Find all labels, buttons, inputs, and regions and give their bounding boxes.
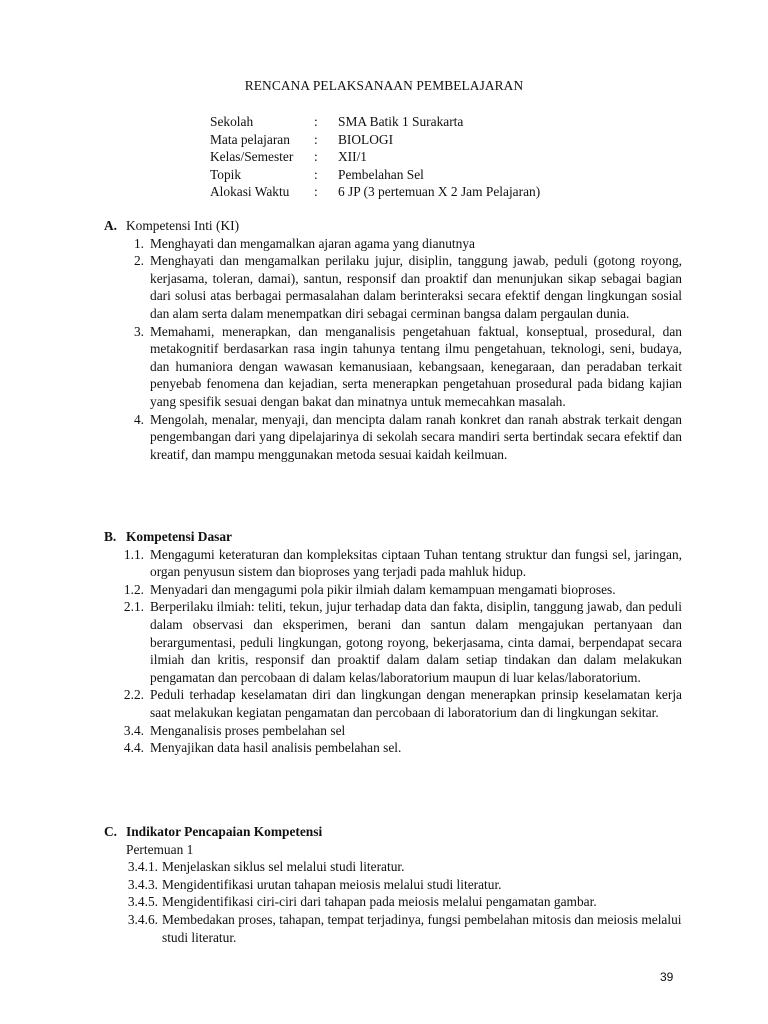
item-text: Berperilaku ilmiah: teliti, tekun, jujur terhadap data dan fakta, disiplin, tanggung jawab, dan peduli dalam observasi dan eksperimen, berani dan santun dalam mengajukan pertanyaan dan berargumentasi, peduli lingkungan, gotong royong, bekerjasama, cinta damai, berpendapat secara ilmiah dan kritis, responsif dan proaktif dalam dalam setiap tindakan dan dalam melakukan pengamatan dan percobaan di dalam kelas/laboratorium maupun di luar kelas/laboratorium. <box>150 599 682 685</box>
subheading-meeting: Pertemuan 1 <box>126 841 194 857</box>
item-number: 4.4. <box>123 740 144 756</box>
info-separator: : <box>314 131 318 147</box>
item-text: Menjelaskan siklus sel melalui studi literatur. <box>162 859 405 875</box>
section-heading <box>104 823 682 841</box>
item-number: 4. <box>133 411 144 427</box>
item-text: Mengidentifikasi ciri-ciri dari tahapan pada meiosis melalui pengamatan gambar. <box>162 894 597 910</box>
list-item <box>104 686 682 721</box>
info-row-topic <box>210 166 540 184</box>
info-row-school <box>210 113 540 131</box>
section-title: Kompetensi Inti (KI) <box>126 218 240 233</box>
item-number: 3.4.3. <box>127 876 158 892</box>
info-row-subject <box>210 131 540 149</box>
page-title: RENCANA PELAKSANAAN PEMBELAJARAN <box>244 78 524 93</box>
section-heading <box>104 217 682 235</box>
info-label: Mata pelajaran <box>210 131 290 147</box>
item-number: 2.1. <box>123 599 144 615</box>
info-label: Kelas/Semester <box>210 149 294 165</box>
item-number: 2. <box>133 253 144 269</box>
info-value: SMA Batik 1 Surakarta <box>338 114 464 129</box>
info-row-time <box>210 183 540 201</box>
info-separator: : <box>314 166 318 182</box>
item-number: 3. <box>133 323 144 339</box>
item-text: Membedakan proses, tahapan, tempat terjadinya, fungsi pembelahan mitosis dan meiosis melalui studi literatur. <box>162 911 682 945</box>
section-title: Indikator Pencapaian Kompetensi <box>126 824 323 839</box>
section-heading <box>104 528 682 546</box>
info-separator: : <box>314 149 318 165</box>
section-letter: C. <box>104 824 118 839</box>
item-text: Menyadari dan mengagumi pola pikir ilmiah dalam kemampuan mengamati bioproses. <box>150 581 616 597</box>
page-number: 39 <box>660 970 674 984</box>
list-item <box>104 252 682 322</box>
item-text: Memahami, menerapkan, dan menganalisis pengetahuan faktual, konseptual, prosedural, dan metakognitif berdasarkan rasa ingin tahunya tentang ilmu pengetahuan, teknologi, seni, budaya, dan humaniora dengan wawasan kemanusiaan, kebangsaan, kenegaraan, dan peradaban terkait penyebab fenomena dan kejadian, serta menerapkan pengetahuan prosedural pada bidang kajian yang spesifik sesuai dengan bakat dan minatnya untuk memecahkan masalah. <box>150 323 682 409</box>
item-number: 3.4. <box>123 722 144 738</box>
item-number: 1. <box>133 235 144 251</box>
section-a <box>104 217 682 463</box>
item-number: 3.4.6. <box>127 911 158 927</box>
item-text: Menyajikan data hasil analisis pembelahan sel. <box>150 740 402 756</box>
section-title: Kompetensi Dasar <box>126 529 233 544</box>
info-separator: : <box>314 184 318 200</box>
section-b <box>104 528 682 757</box>
item-text: Menganalisis proses pembelahan sel <box>150 722 346 738</box>
list-item <box>104 235 682 253</box>
info-separator: : <box>314 114 318 129</box>
list-item <box>104 546 682 581</box>
list-item <box>104 876 682 894</box>
item-text: Mengolah, menalar, menyaji, dan mencipta dalam ranah konkret dan ranah abstrak terkait dengan pengembangan dari yang dipelajarinya di sekolah secara mandiri serta bertindak secara efektif dan kreatif, dan mampu menggunakan metoda sesuai kaidah keilmuan. <box>150 411 682 462</box>
info-value: Pembelahan Sel <box>338 166 424 182</box>
section-letter: A. <box>104 218 118 233</box>
item-text: Peduli terhadap keselamatan diri dan lingkungan dengan menerapkan prinsip keselamatan kerja saat melakukan kegiatan pengamatan dan percobaan di laboratorium dan di lingkungan sekitar. <box>150 687 682 720</box>
section-letter: B. <box>104 529 117 544</box>
item-number: 1.2. <box>123 581 144 597</box>
info-label: Alokasi Waktu <box>210 184 290 200</box>
info-value: XII/1 <box>338 149 368 165</box>
list-item <box>104 598 682 686</box>
identity-table <box>210 113 540 201</box>
item-number: 2.2. <box>123 687 144 703</box>
list-item <box>104 411 682 464</box>
item-text: Menghayati dan mengamalkan ajaran agama yang dianutnya <box>150 235 475 251</box>
item-text: Menghayati dan mengamalkan perilaku jujur, disiplin, tanggung jawab, peduli (gotong royong, kerjasama, toleran, damai), santun, responsif dan proaktif dan menunjukan sikap sebagai bagian dari solusi atas berbagai permasalahan dalam berinteraksi secara efektif dengan lingkungan sosial dan alam serta dalam menempatkan diri sebagai cerminan bangsa dalam pergaulan dunia. <box>150 253 682 321</box>
list-item <box>104 323 682 411</box>
item-number: 3.4.1. <box>127 859 158 875</box>
list-item <box>104 581 682 599</box>
item-number: 3.4.5. <box>127 894 158 910</box>
list-item <box>104 858 682 876</box>
list-item <box>104 739 682 757</box>
info-label: Topik <box>210 166 242 182</box>
info-row-class <box>210 148 540 166</box>
section-c <box>104 823 682 946</box>
item-text: Mengagumi keteraturan dan kompleksitas ciptaan Tuhan tentang struktur dan fungsi sel, jaringan, organ penyusun sistem dan bioproses yang terjadi pada mahluk hidup. <box>150 546 682 580</box>
item-number: 1.1. <box>123 546 144 562</box>
list-item <box>104 893 682 911</box>
info-value: BIOLOGI <box>338 131 394 147</box>
list-item <box>104 722 682 740</box>
info-value: 6 JP (3 pertemuan X 2 Jam Pelajaran) <box>338 184 541 200</box>
info-label: Sekolah <box>210 114 254 129</box>
item-text: Mengidentifikasi urutan tahapan meiosis melalui studi literatur. <box>162 876 502 892</box>
list-item <box>104 911 682 946</box>
